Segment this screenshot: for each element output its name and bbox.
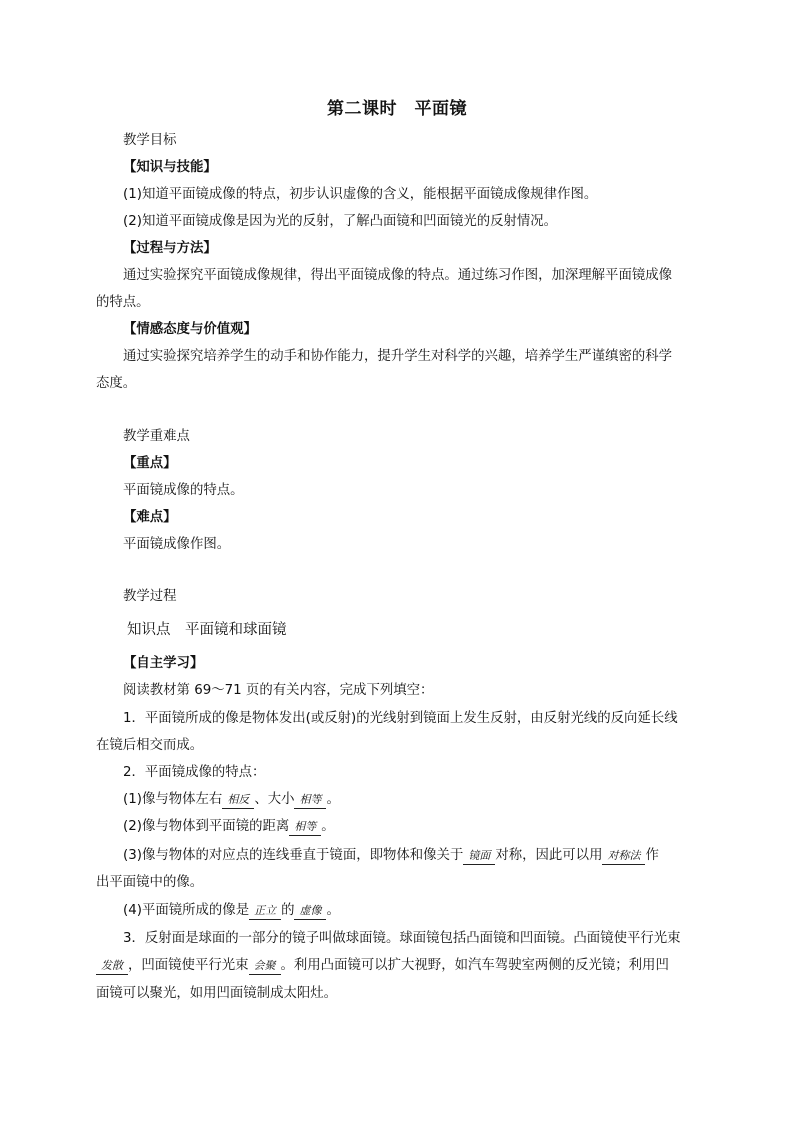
key-point-text: 平面镜成像的特点。 bbox=[123, 483, 244, 498]
emotion-values-heading: 【情感态度与价值观】 bbox=[123, 322, 257, 337]
answer-blank: 虚像 bbox=[294, 903, 326, 920]
emotion-values-text-line-2: 态度。 bbox=[96, 376, 137, 391]
knowledge-point-title: 知识点 平面镜和球面镜 bbox=[127, 622, 287, 638]
key-point-heading: 【重点】 bbox=[123, 456, 177, 471]
answer-blank: 会聚 bbox=[249, 958, 281, 975]
question-2-item-3-line-1 bbox=[123, 847, 659, 865]
question-2-item-4-text-c: 。 bbox=[326, 903, 340, 918]
question-2-item-1-text-c: 。 bbox=[326, 792, 340, 807]
question-2-item-3-line-2: 出平面镜中的像。 bbox=[96, 875, 204, 890]
objectives-heading: 教学目标 bbox=[123, 133, 177, 148]
question-2-item-1-text-b: 、大小 bbox=[254, 792, 295, 807]
difficult-point-heading: 【难点】 bbox=[123, 510, 177, 525]
knowledge-item-2: (2)知道平面镜成像是因为光的反射，了解凸面镜和凹面镜光的反射情况。 bbox=[123, 214, 558, 229]
process-method-text-line-2: 的特点。 bbox=[96, 295, 150, 310]
reading-instruction: 阅读教材第 69～71 页的有关内容，完成下列填空： bbox=[123, 683, 434, 698]
question-2-item-4-text-a: (4)平面镜所成的像是 bbox=[123, 903, 250, 918]
question-2-item-4-text-b: 的 bbox=[281, 903, 295, 918]
question-2-item-1 bbox=[123, 791, 340, 809]
question-2-item-2-text-a: (2)像与物体到平面镜的距离 bbox=[123, 819, 290, 834]
question-2-item-3-text-a: (3)像与物体的对应点的连线垂直于镜面，即物体和像关于 bbox=[123, 848, 464, 863]
question-1-line-2: 在镜后相交而成。 bbox=[96, 738, 204, 753]
question-2-item-4 bbox=[123, 902, 340, 920]
question-2-item-2-text-b: 。 bbox=[321, 819, 335, 834]
answer-blank: 对称法 bbox=[602, 848, 645, 865]
question-2-item-1-text-a: (1)像与物体左右 bbox=[123, 792, 223, 807]
question-2-item-3-text-c: 作 bbox=[645, 848, 659, 863]
teaching-process-heading: 教学过程 bbox=[123, 589, 177, 604]
self-study-heading: 【自主学习】 bbox=[123, 656, 204, 671]
answer-blank: 发散 bbox=[96, 958, 128, 975]
question-3-text-b: 。利用凸面镜可以扩大视野，如汽车驾驶室两侧的反光镜；利用凹 bbox=[280, 958, 669, 973]
answer-blank: 相反 bbox=[222, 792, 254, 809]
difficult-point-text: 平面镜成像作图。 bbox=[123, 537, 231, 552]
question-2-heading: 2．平面镜成像的特点： bbox=[123, 765, 266, 780]
answer-blank: 镜面 bbox=[463, 848, 495, 865]
answer-blank: 正立 bbox=[249, 903, 281, 920]
question-2-item-2 bbox=[123, 818, 335, 836]
answer-blank: 相等 bbox=[289, 819, 321, 836]
page-title: 第二课时 平面镜 bbox=[327, 99, 467, 119]
question-1-line-1: 1．平面镜所成的像是物体发出(或反射)的光线射到镜面上发生反射，由反射光线的反向延长线 bbox=[123, 711, 678, 726]
question-3-line-2 bbox=[96, 957, 669, 975]
knowledge-item-1: (1)知道平面镜成像的特点，初步认识虚像的含义，能根据平面镜成像规律作图。 bbox=[123, 187, 598, 202]
process-method-text-line-1: 通过实验探究平面镜成像规律，得出平面镜成像的特点。通过练习作图，加深理解平面镜成像 bbox=[123, 268, 673, 283]
question-3-line-3: 面镜可以聚光，如用凹面镜制成太阳灶。 bbox=[96, 986, 338, 1001]
knowledge-skills-heading: 【知识与技能】 bbox=[123, 160, 217, 175]
difficulties-heading: 教学重难点 bbox=[123, 429, 190, 444]
emotion-values-text-line-1: 通过实验探究培养学生的动手和协作能力，提升学生对科学的兴趣，培养学生严谨缜密的科学 bbox=[123, 349, 673, 364]
question-2-item-3-text-b: 对称，因此可以用 bbox=[495, 848, 603, 863]
process-method-heading: 【过程与方法】 bbox=[123, 241, 217, 256]
question-3-line-1: 3．反射面是球面的一部分的镜子叫做球面镜。球面镜包括凸面镜和凹面镜。凸面镜使平行光束 bbox=[123, 931, 681, 946]
answer-blank: 相等 bbox=[294, 792, 326, 809]
question-3-text-a: ，凹面镜使平行光束 bbox=[128, 958, 249, 973]
